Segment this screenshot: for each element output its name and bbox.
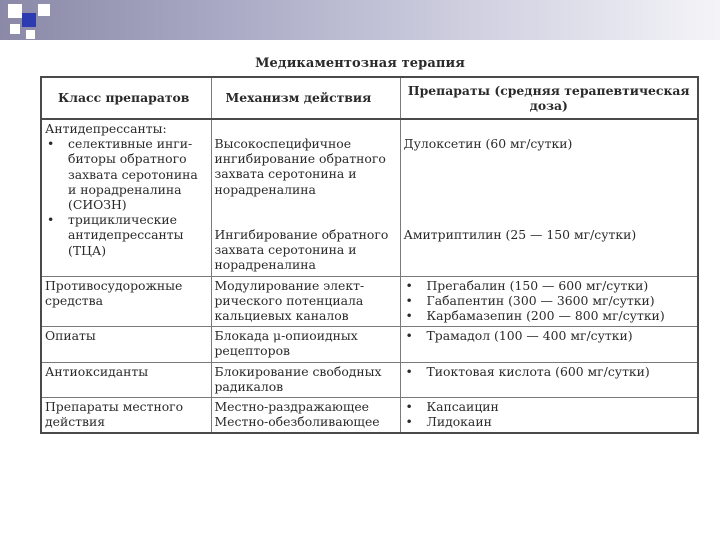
table-header-row — [41, 77, 698, 119]
cell-mechanism: Модулирование электрического потенциала кальциевых каналов — [211, 276, 400, 327]
cell-drugs — [400, 362, 698, 397]
cell-class: Препараты местного действия — [41, 398, 211, 434]
mechanism-text: Высокоспецифичное ингибирование обратного захвата серотонина и норадреналина — [214, 136, 386, 197]
cell-drugs — [400, 119, 698, 276]
slide-header-bar — [0, 0, 720, 40]
cell-mechanism: Блокада μ-опиоидных рецепторов — [211, 327, 400, 362]
cell-mechanism — [211, 398, 400, 434]
class-heading: Антидепрессанты: — [45, 121, 167, 136]
drug-item: • Лидокаин — [404, 414, 696, 429]
drug-text: Амитриптилин (25 — 150 мг/сутки) — [403, 227, 637, 242]
column-header-class: Класс препаратов — [41, 77, 211, 119]
decorative-square — [8, 4, 22, 18]
drug-text: Дулоксетин (60 мг/сутки) — [403, 136, 573, 151]
drug-item: • Прегабалин (150 — 600 мг/сутки) — [404, 278, 696, 293]
table-row — [41, 119, 698, 276]
drug-item: • Трамадол (100 — 400 мг/сутки) — [404, 328, 696, 343]
decorative-square — [26, 30, 35, 39]
cell-class: Антиоксиданты — [41, 362, 211, 397]
therapy-table — [40, 76, 699, 434]
table-row — [41, 398, 698, 434]
cell-drugs — [400, 276, 698, 327]
page-title: Медикаментозная терапия — [255, 56, 465, 71]
mechanism-text: Местно-раздражающее — [214, 399, 370, 415]
cell-drugs — [400, 327, 698, 362]
decorative-square — [10, 24, 20, 34]
mechanism-text: Местно-обезболивающее — [214, 414, 380, 430]
column-header-mechanism: Механизм действия — [211, 77, 400, 119]
cell-class: Противосудорожные средства — [41, 276, 211, 327]
column-header-drugs — [400, 77, 698, 119]
decorative-square — [38, 4, 50, 16]
drug-item: • Карбамазепин (200 — 800 мг/сутки) — [404, 308, 696, 323]
decorative-square — [22, 13, 36, 27]
cell-class: Опиаты — [41, 327, 211, 362]
class-item: • селективные ингибиторы обратного захвата серотонина и норадреналина (СИОЗН) — [45, 136, 209, 212]
drug-item: • Габапентин (300 — 3600 мг/сутки) — [404, 293, 696, 308]
mechanism-text: Ингибирование обратного захвата серотонина и норадреналина — [214, 227, 389, 273]
cell-class — [41, 119, 211, 276]
table-row — [41, 327, 698, 362]
drug-item: • Капсаицин — [404, 399, 696, 414]
cell-drugs — [400, 398, 698, 434]
cell-mechanism — [211, 119, 400, 276]
column-header-drugs-text: Препараты (средняя терапевтическая доза) — [407, 82, 690, 113]
drug-item: • Тиоктовая кислота (600 мг/сутки) — [404, 364, 696, 379]
table-row — [41, 362, 698, 397]
class-item: • трициклические антидепрессанты (ТЦА) — [45, 212, 209, 258]
cell-mechanism: Блокирование свободных радикалов — [211, 362, 400, 397]
table-row — [41, 276, 698, 327]
